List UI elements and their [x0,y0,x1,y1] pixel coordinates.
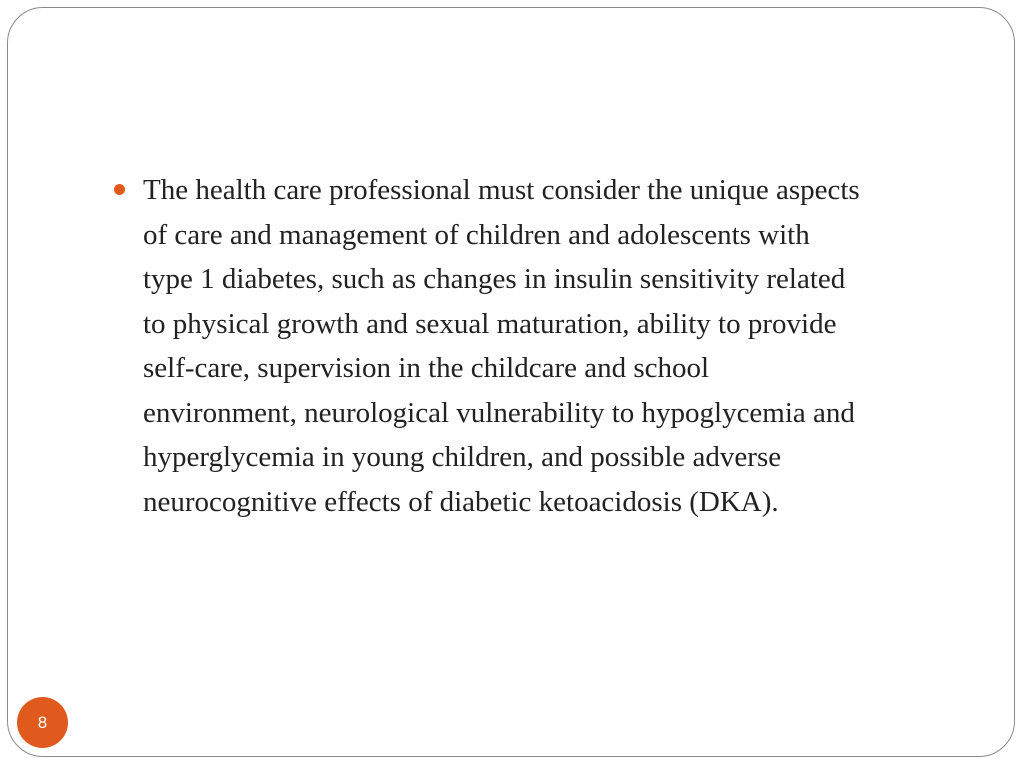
bullet-item [114,168,974,524]
bullet-text: The health care professional must consider the unique aspects of care and management of children and adolescents with type 1 diabetes, such as changes in insulin sensitivity related to physical growth and sexual maturation, ability to provide self-care, supervision in the childcare and school environment, neurological vulnerability to hypoglycemia and hyperglycemia in young children, and possible adverse neurocognitive effects of diabetic ketoacidosis (DKA). [143,174,860,518]
page-number-badge [17,697,68,748]
slide-content [114,168,974,524]
page-number: 8 [37,712,48,732]
bullet-dot-icon [114,184,125,195]
